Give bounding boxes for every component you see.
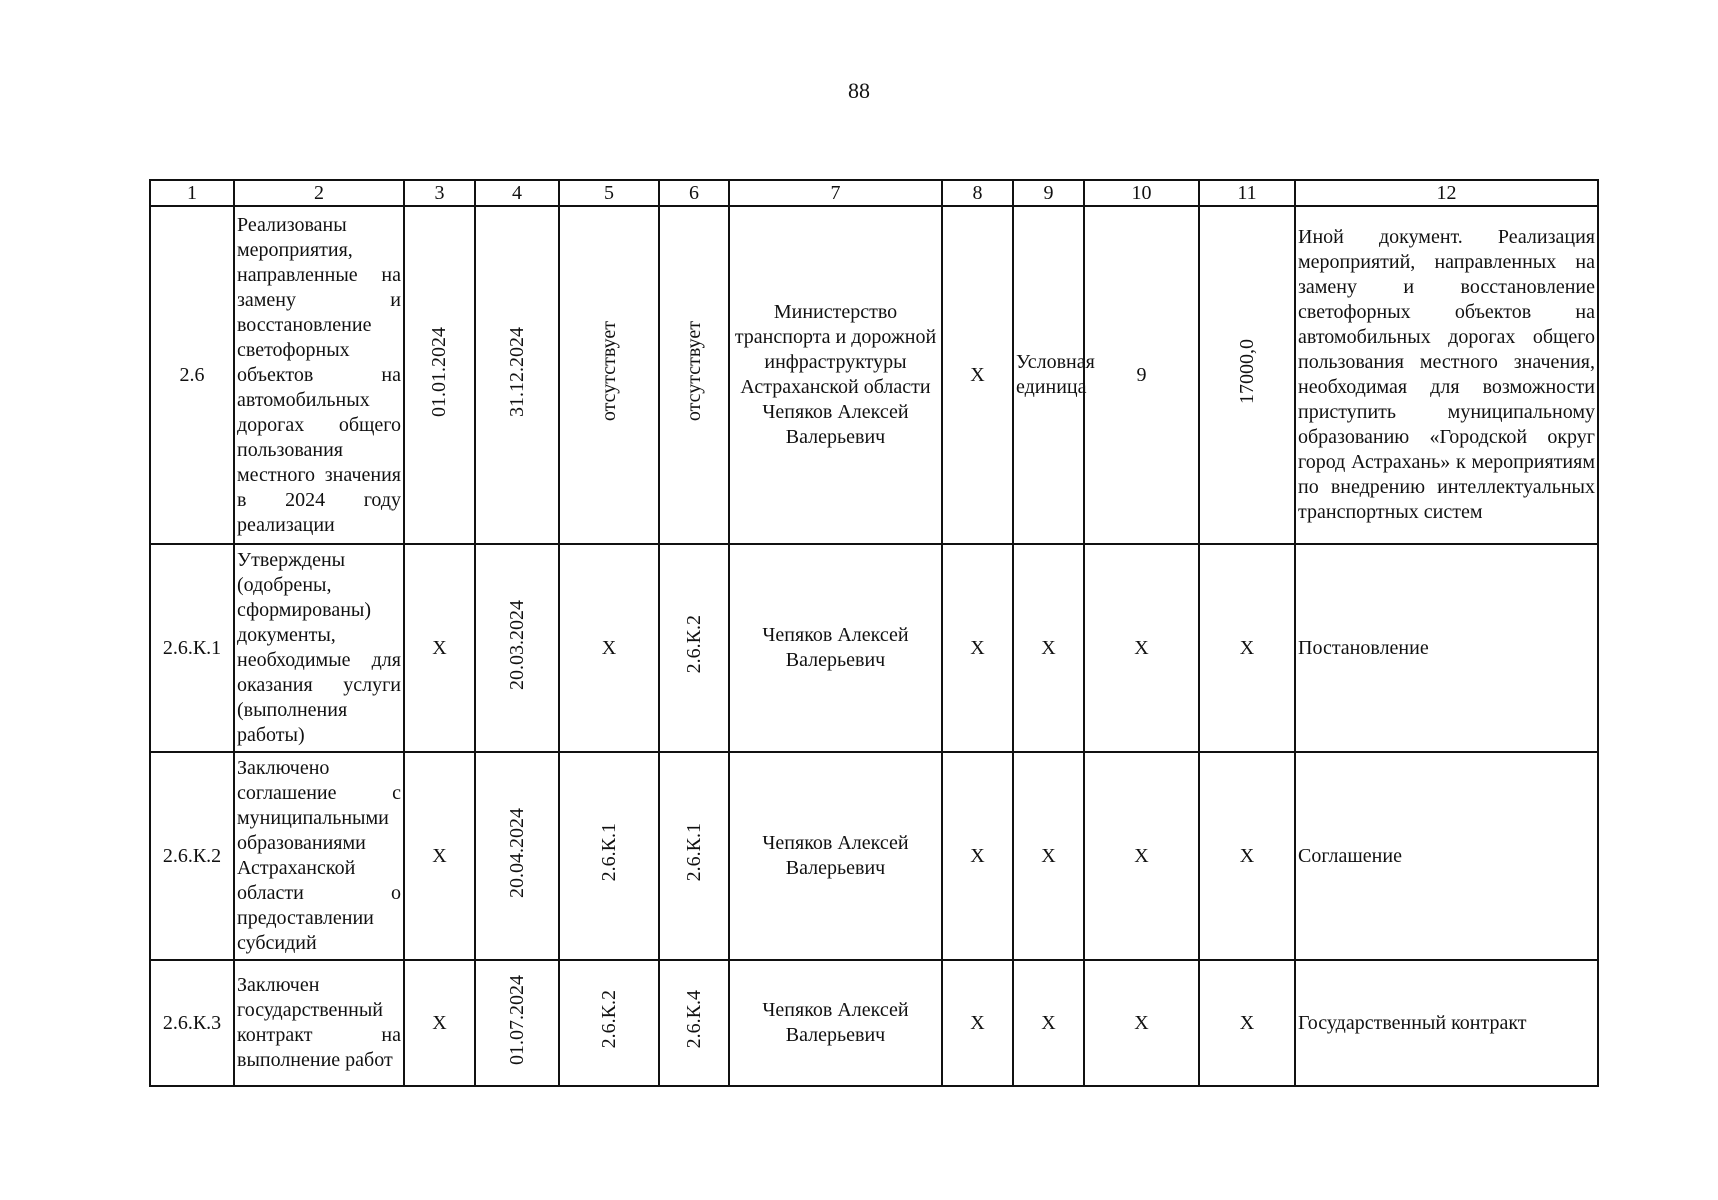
col11-value: 17000,0: [1235, 339, 1258, 404]
successor-cell: [659, 206, 729, 544]
responsible-person: Чепяков Алексей Валерьевич: [762, 401, 909, 448]
predecessor-cell: [559, 752, 659, 960]
successor: 2.6.К.2: [682, 615, 705, 674]
column-header: 9: [1013, 180, 1084, 206]
start-date: Х: [404, 544, 475, 752]
column-header: 2: [234, 180, 404, 206]
predecessor-cell: [559, 960, 659, 1086]
column-header: 7: [729, 180, 942, 206]
column-header: 11: [1199, 180, 1295, 206]
predecessor: Х: [559, 544, 659, 752]
row-name: Реализованы мероприятия, направленные на замену и восстановление светофорных объектов на автомобильных дорогах общего пользования местного значения в 2024 году реализации: [234, 206, 404, 544]
end-date: 01.07.2024: [505, 974, 528, 1065]
row-name: Заключено соглашение с муниципальными образованиями Астраханской области о предоставлении субсидий: [234, 752, 404, 960]
successor: 2.6.К.1: [682, 823, 705, 882]
successor: 2.6.К.4: [682, 990, 705, 1049]
col8-value: Х: [942, 206, 1013, 544]
unit-value: Условная единица: [1013, 206, 1084, 544]
column-header: 12: [1295, 180, 1598, 206]
responsible-cell: [729, 206, 942, 544]
col11-value: Х: [1199, 960, 1295, 1086]
document-type: Иной документ. Реализация мероприятий, направленных на замену и восстановление светофорных объектов на автомобильных дорогах общего пользования местного значения, необходимая для возможности приступить муниципальному образованию «Городской округ город Астрахань» к мероприятиям по внедрению интеллектуальных транспортных систем: [1295, 206, 1598, 544]
col11-cell: [1199, 206, 1295, 544]
col10-value: 9: [1084, 206, 1199, 544]
row-number: 2.6.К.3: [150, 960, 234, 1086]
column-header: 6: [659, 180, 729, 206]
successor-cell: [659, 752, 729, 960]
row-number: 2.6.К.2: [150, 752, 234, 960]
end-date-cell: [475, 544, 559, 752]
responsible-person: Чепяков Алексей Валерьевич: [729, 544, 942, 752]
column-header: 8: [942, 180, 1013, 206]
end-date-cell: [475, 206, 559, 544]
table-row: [150, 544, 1598, 752]
table-row: [150, 206, 1598, 544]
successor-cell: [659, 544, 729, 752]
predecessor: 2.6.К.1: [597, 823, 620, 882]
predecessor-cell: [559, 206, 659, 544]
end-date-cell: [475, 752, 559, 960]
header-row: [150, 180, 1598, 206]
column-header: 3: [404, 180, 475, 206]
column-header: 10: [1084, 180, 1199, 206]
column-header: 1: [150, 180, 234, 206]
page-number: 88: [848, 78, 870, 103]
predecessor: отсутствует: [597, 321, 620, 422]
column-header: 5: [559, 180, 659, 206]
col10-value: Х: [1084, 544, 1199, 752]
col10-value: Х: [1084, 752, 1199, 960]
unit-value: Х: [1013, 960, 1084, 1086]
row-name: Утверждены (одобрены, сформированы) документы, необходимые для оказания услуги (выполнения работы): [234, 544, 404, 752]
responsible-org: Министерство транспорта и дорожной инфраструктуры Астраханской области: [734, 301, 937, 398]
end-date: 20.03.2024: [505, 599, 528, 690]
table-row: [150, 960, 1598, 1086]
row-name: Заключен государственный контракт на выполнение работ: [234, 960, 404, 1086]
activity-table: [149, 179, 1599, 1087]
col11-value: Х: [1199, 544, 1295, 752]
row-number: 2.6.К.1: [150, 544, 234, 752]
column-header: 4: [475, 180, 559, 206]
end-date: 31.12.2024: [505, 326, 528, 417]
col11-value: Х: [1199, 752, 1295, 960]
col8-value: Х: [942, 544, 1013, 752]
start-date-cell: [404, 206, 475, 544]
document-type: Постановление: [1295, 544, 1598, 752]
responsible-person: Чепяков Алексей Валерьевич: [729, 960, 942, 1086]
col8-value: Х: [942, 752, 1013, 960]
document-type: Государственный контракт: [1295, 960, 1598, 1086]
col10-value: Х: [1084, 960, 1199, 1086]
unit-value: Х: [1013, 752, 1084, 960]
col8-value: Х: [942, 960, 1013, 1086]
successor: отсутствует: [682, 321, 705, 422]
end-date-cell: [475, 960, 559, 1086]
document-type: Соглашение: [1295, 752, 1598, 960]
responsible-person: Чепяков Алексей Валерьевич: [729, 752, 942, 960]
start-date: Х: [404, 752, 475, 960]
successor-cell: [659, 960, 729, 1086]
unit-value: Х: [1013, 544, 1084, 752]
start-date: 01.01.2024: [428, 326, 450, 417]
start-date: Х: [404, 960, 475, 1086]
row-number: 2.6: [150, 206, 234, 544]
predecessor: 2.6.К.2: [597, 990, 620, 1049]
end-date: 20.04.2024: [505, 807, 528, 898]
table-row: [150, 752, 1598, 960]
